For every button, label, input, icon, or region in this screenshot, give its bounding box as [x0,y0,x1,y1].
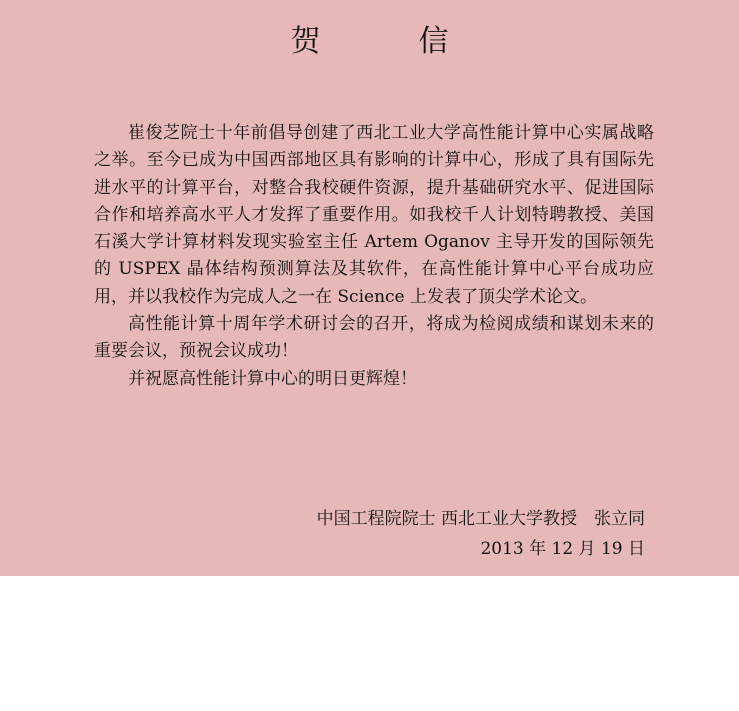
signature-date: 2013 年 12 月 19 日 [480,539,645,559]
blank-area [0,576,739,711]
paragraph-symposium: 高性能计算十周年学术研讨会的召开，将成为检阅成绩和谋划未来的重要会议，预祝会议成功！ [94,314,654,362]
paragraph-main: 崔俊芝院士十年前倡导创建了西北工业大学高性能计算中心实属战略之举。至今已成为中国西部地区具有影响的计算中心，形成了具有国际先进水平的计算平台，对整合我校硬件资源，提升基础研究水平、促进国际合作和培养高水平人才发挥了重要作用。如我校千人计划特聘教授、美国石溪大学计算材料发现实验室主任 Artem Oganov 主导开发的国际领先的 USPEX 晶体结构预测算法及其软件，在高性能计算中心平台成功应用，并以我校作为完成人之一在 Science 上发表了顶尖学术论文。 [94,123,654,307]
signature-name: 中国工程院院士 西北工业大学教授 张立同 [316,509,645,529]
letter-title: 贺 信 [290,24,483,59]
paragraph-wish: 并祝愿高性能计算中心的明日更辉煌！ [128,368,417,389]
letter-body [94,120,654,393]
